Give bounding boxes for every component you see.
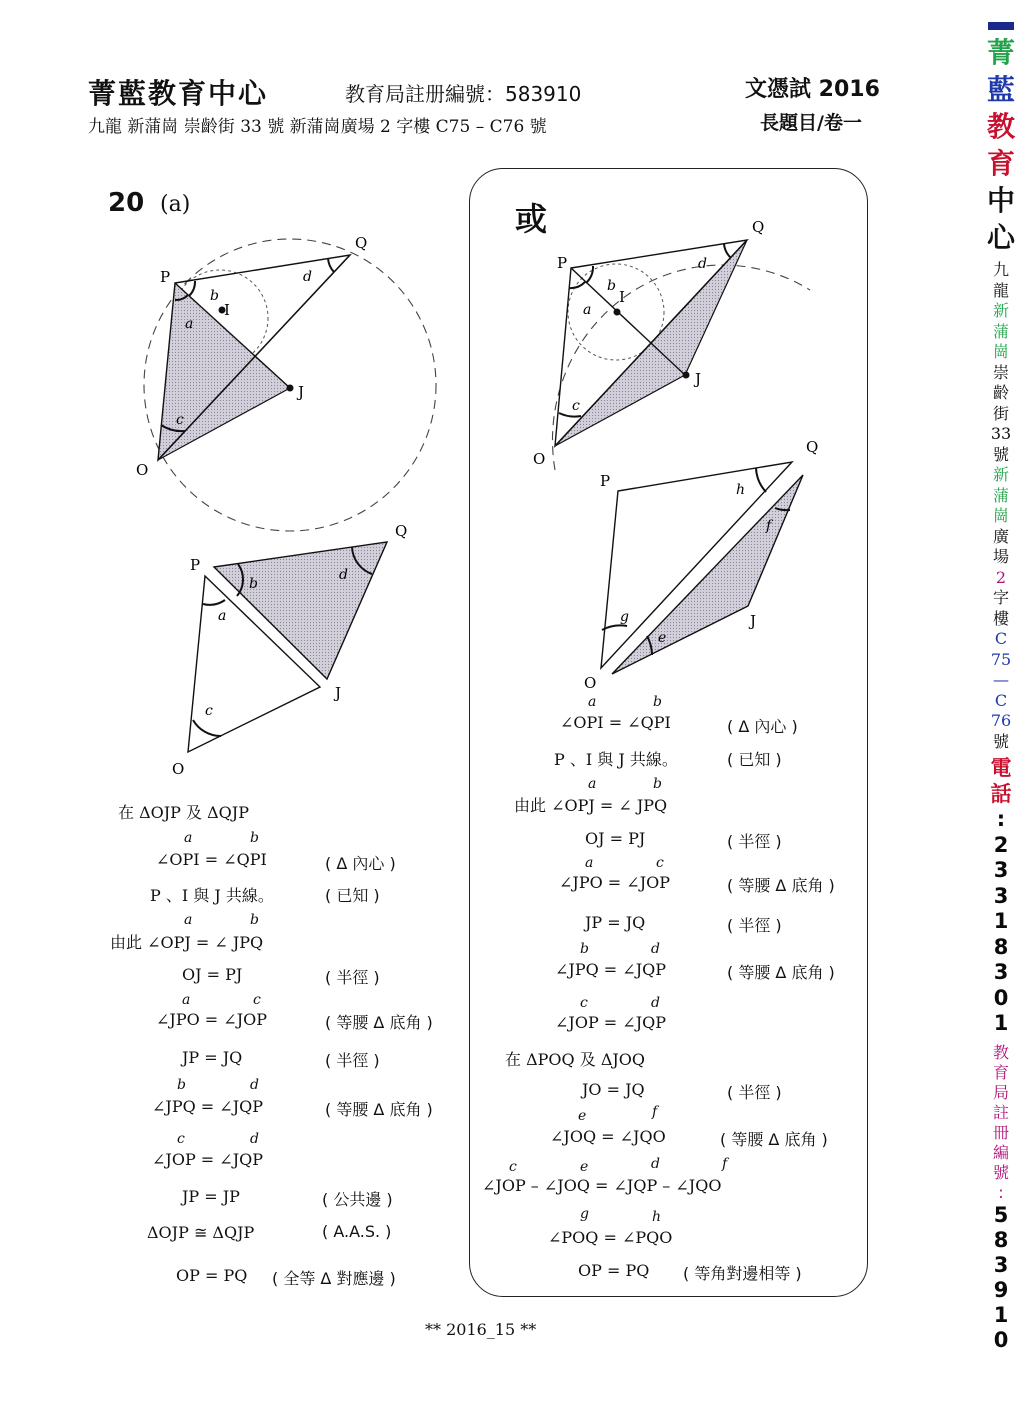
angle-tag: a <box>184 912 193 928</box>
proof-line: ∠JOP – ∠JOQ = ∠JQP – ∠JQO <box>482 1176 722 1195</box>
angle-tag: c <box>580 995 588 1011</box>
sidebar-char: 註 <box>992 1102 1009 1122</box>
sidebar-char: 8 <box>993 934 1009 959</box>
sidebar-char: : <box>996 807 1006 831</box>
label-q: Q <box>355 234 368 252</box>
sidebar-char: : <box>998 1182 1004 1202</box>
figure-left-split <box>172 522 407 778</box>
angle-tag: f <box>722 1156 728 1172</box>
proof-line: JO = JQ <box>582 1080 645 1099</box>
proof-line: JP = JP <box>182 1187 240 1206</box>
sidebar-char: 0 <box>993 1327 1009 1352</box>
exam-title: 文憑試 2016 <box>745 77 880 102</box>
sidebar-char: C <box>994 629 1008 648</box>
proof-line: OJ = PJ <box>182 965 243 984</box>
proof-line: ∠JPQ = ∠JQP <box>555 960 666 979</box>
sidebar-char: 5 <box>993 1202 1009 1227</box>
sidebar-char: 電 <box>990 756 1012 780</box>
sidebar-char: 3 <box>993 1252 1009 1277</box>
proof-reason: ( 等腰 Δ 底角 ) <box>325 1100 433 1119</box>
arc-a <box>569 282 585 288</box>
sidebar-char: C <box>994 690 1008 710</box>
label-q-split: Q <box>395 522 408 540</box>
arc-a-split <box>203 600 225 605</box>
proof-reason: ( 公共邊 ) <box>322 1190 393 1209</box>
sidebar-char: — <box>993 670 1009 689</box>
sidebar-char: 2 <box>995 567 1007 587</box>
sidebar-char: 崗 <box>992 506 1009 525</box>
proof-line: ∠JPO = ∠JOP <box>559 873 670 892</box>
sidebar-char: 號 <box>992 1162 1009 1182</box>
sidebar-char: 廣 <box>992 526 1009 546</box>
proof-line: ∠JOP = ∠JQP <box>152 1150 263 1169</box>
proof-line: JP = JQ <box>182 1048 243 1067</box>
angle-tag: f <box>652 1104 658 1120</box>
proof-line: ∠JOQ = ∠JQO <box>550 1127 666 1146</box>
sidebar-char: 2 <box>993 832 1009 857</box>
angle-tag: h <box>652 1209 662 1225</box>
proof-line: OP = PQ <box>578 1261 650 1280</box>
label-j-split: J <box>750 612 757 630</box>
sidebar-top-bar <box>988 22 1014 30</box>
proof-line: ΔOJP ≅ ΔQJP <box>147 1223 255 1242</box>
proof-line: P 、I 與 J 共線。 <box>554 750 678 769</box>
angle-label-b: b <box>210 288 219 304</box>
sidebar-char: 9 <box>993 1277 1009 1302</box>
angle-tag: e <box>578 1108 587 1124</box>
proof-line: ∠POQ = ∠PQO <box>548 1228 673 1247</box>
sidebar-char: 街 <box>992 403 1009 423</box>
proof-reason: ( 半徑 ) <box>727 916 782 935</box>
sidebar-char: 崗 <box>992 342 1009 361</box>
sidebar-phone <box>984 756 1018 1037</box>
angle-tag: a <box>588 776 597 792</box>
arc-d <box>328 258 334 272</box>
sidebar-registration-number <box>984 1203 1018 1353</box>
angle-label-d-split: d <box>339 567 348 583</box>
figure-right-split <box>584 438 818 692</box>
triangle-joq <box>612 475 803 674</box>
angle-label-f: f <box>766 518 772 534</box>
sidebar-char: 齡 <box>992 383 1009 402</box>
registration-number: 教育局註册編號：583910 <box>345 82 582 106</box>
angle-tag: c <box>253 992 261 1008</box>
sidebar-char: 場 <box>992 547 1009 566</box>
proof-reason: ( 半徑 ) <box>325 1051 380 1070</box>
proof-reason: ( 全等 Δ 對應邊 ) <box>272 1269 396 1288</box>
angle-tag: d <box>250 1077 259 1093</box>
alternative-label: 或 <box>515 200 548 238</box>
angle-tag: a <box>585 855 594 871</box>
sidebar-char: 1 <box>993 909 1009 933</box>
label-o: O <box>136 461 149 479</box>
label-p-split: P <box>190 556 201 574</box>
sidebar-char: 號 <box>992 444 1009 464</box>
proof-line: P 、I 與 J 共線。 <box>150 886 274 905</box>
sidebar-char: 菁 <box>986 36 1015 69</box>
proof-reason: ( 已知 ) <box>325 886 380 905</box>
angle-tag: c <box>656 855 664 871</box>
label-o: O <box>533 450 546 468</box>
sidebar-char: 76 <box>990 711 1012 730</box>
angle-tag: b <box>653 776 662 792</box>
angle-label-b-split: b <box>249 576 258 592</box>
proof-line: JP = JQ <box>585 913 646 932</box>
angle-tag: e <box>580 1159 589 1175</box>
angle-tag: a <box>182 992 191 1008</box>
angle-tag: a <box>184 830 193 846</box>
angle-label-h: h <box>736 482 746 498</box>
angle-label-g: g <box>620 609 629 625</box>
sidebar-char: 新 <box>992 301 1009 320</box>
angle-tag: c <box>177 1131 185 1147</box>
sidebar-address <box>984 260 1018 752</box>
proof-line: OJ = PJ <box>585 829 646 848</box>
angle-label-d: d <box>698 256 707 272</box>
proof-line: OP = PQ <box>176 1266 248 1285</box>
sidebar-char: 蒲 <box>992 485 1009 505</box>
label-o-split: O <box>584 674 597 692</box>
sidebar-char: 樓 <box>992 608 1009 628</box>
angle-label-e: e <box>658 630 667 646</box>
sidebar-char: 0 <box>993 985 1009 1010</box>
angle-label-a: a <box>583 302 592 318</box>
angle-tag: d <box>250 1131 259 1147</box>
sidebar-char: 3 <box>993 960 1009 984</box>
proof-line: ∠JPO = ∠JOP <box>156 1010 267 1029</box>
angle-tag: c <box>509 1159 517 1175</box>
sidebar-char: 教 <box>992 1042 1009 1062</box>
proof-reason: ( Δ 內心 ) <box>325 854 396 873</box>
proof-reason: ( 半徑 ) <box>727 1083 782 1102</box>
label-j: J <box>298 383 305 401</box>
proof-reason: ( 半徑 ) <box>727 832 782 851</box>
angle-tag: g <box>580 1206 589 1222</box>
proof-line: 在 ΔOJP 及 ΔQJP <box>118 803 249 822</box>
proof-line: ∠JPQ = ∠JQP <box>152 1097 263 1116</box>
angle-label-c-split: c <box>205 703 213 719</box>
arc-d <box>724 244 731 258</box>
center-address: 九龍 新蒲崗 崇齡街 33 號 新蒲崗廣場 2 字樓 C75 – C76 號 <box>88 117 547 137</box>
point-i-dot <box>614 309 621 316</box>
sidebar-char: 心 <box>986 221 1015 254</box>
angle-tag: d <box>651 941 660 957</box>
angle-tag: b <box>653 694 662 710</box>
sidebar-char: 3 <box>993 883 1009 908</box>
sidebar-char: 育 <box>986 147 1015 180</box>
sidebar-char: 中 <box>986 184 1015 217</box>
angle-tag: a <box>588 694 597 710</box>
angle-label-a-split: a <box>218 608 227 624</box>
sidebar-char: 蒲 <box>992 321 1009 341</box>
angle-tag: d <box>651 995 660 1011</box>
sidebar-center-name <box>984 34 1018 256</box>
sidebar-char: 育 <box>992 1062 1009 1082</box>
angle-label-a: a <box>185 316 194 332</box>
proof-reason: ( 等腰 Δ 底角 ) <box>727 963 835 982</box>
paper-type: 長題目/卷一 <box>760 112 862 134</box>
sidebar-char: 教 <box>986 110 1015 143</box>
proof-reason: ( 等腰 Δ 底角 ) <box>727 876 835 895</box>
sidebar-char: 藍 <box>986 73 1015 106</box>
sidebar-char: 1 <box>993 1302 1009 1327</box>
page-footer: ** 2016_15 ** <box>425 1320 537 1339</box>
sidebar-char: 話 <box>990 781 1012 806</box>
label-p-split: P <box>600 472 611 490</box>
question-part: (a) <box>160 192 191 217</box>
angle-label-d: d <box>303 269 312 285</box>
angle-tag: b <box>250 912 259 928</box>
sidebar-char: 字 <box>992 588 1009 607</box>
label-j: J <box>695 370 702 388</box>
proof-reason: ( Δ 內心 ) <box>727 717 798 736</box>
arc-c-split <box>193 720 221 736</box>
arc-g <box>602 625 627 630</box>
figure-left-main <box>136 234 436 531</box>
sidebar-char: 新 <box>992 465 1009 484</box>
proof-line: ∠OPI = ∠QPI <box>560 713 671 732</box>
proof-line: 在 ΔPOQ 及 ΔJOQ <box>505 1050 646 1069</box>
angle-label-c: c <box>572 398 580 414</box>
center-name: 菁藍教育中心 <box>88 77 269 110</box>
point-j-dot <box>287 385 294 392</box>
point-j-dot <box>683 372 690 379</box>
label-q: Q <box>752 218 765 236</box>
arc-b <box>586 266 593 283</box>
sidebar-char: 3 <box>993 858 1009 882</box>
label-j-split: J <box>335 684 342 702</box>
label-p: P <box>557 254 568 272</box>
sidebar-char: 冊 <box>992 1122 1009 1142</box>
proof-reason: ( 半徑 ) <box>325 968 380 987</box>
arc-h <box>756 468 766 492</box>
line-pj <box>571 268 685 375</box>
proof-reason: ( 等角對邊相等 ) <box>683 1264 802 1283</box>
proof-line: 由此 ∠OPJ = ∠ JPQ <box>110 933 264 952</box>
figure-right-main <box>533 218 810 470</box>
arc-b <box>189 281 195 296</box>
sidebar-char: 編 <box>992 1142 1009 1162</box>
angle-tag: d <box>651 1156 660 1172</box>
sidebar-char: 九 <box>992 260 1009 279</box>
sidebar-char: 崇 <box>992 362 1009 382</box>
angle-label-b: b <box>607 278 616 294</box>
angle-label-c: c <box>176 412 184 428</box>
label-i: I <box>619 288 625 306</box>
sidebar-registration <box>984 1043 1018 1203</box>
question-number: 20 <box>108 188 145 218</box>
sidebar-char: 局 <box>992 1082 1009 1102</box>
sidebar-branding <box>984 22 1018 1392</box>
sidebar-char: 龍 <box>992 280 1009 300</box>
angle-tag: b <box>580 941 589 957</box>
label-o-split: O <box>172 760 185 778</box>
sidebar-char: 號 <box>992 731 1009 751</box>
label-q-split: Q <box>806 438 819 456</box>
angle-tag: b <box>177 1077 186 1093</box>
sidebar-char: 8 <box>993 1227 1009 1252</box>
sidebar-char: 75 <box>990 649 1012 669</box>
proof-line: ∠JOP = ∠JQP <box>555 1013 666 1032</box>
proof-reason: ( 等腰 Δ 底角 ) <box>325 1013 433 1032</box>
proof-line: ∠OPI = ∠QPI <box>156 850 267 869</box>
proof-reason: ( 已知 ) <box>727 750 782 769</box>
proof-reason: ( A.A.S. ) <box>322 1222 392 1241</box>
proof-line: 由此 ∠OPJ = ∠ JPQ <box>514 796 668 815</box>
label-p: P <box>160 268 171 286</box>
angle-tag: b <box>250 830 259 846</box>
sidebar-char: 33 <box>990 424 1012 443</box>
proof-reason: ( 等腰 Δ 底角 ) <box>720 1130 828 1149</box>
sidebar-char: 1 <box>993 1011 1009 1035</box>
label-i: I <box>224 301 230 319</box>
